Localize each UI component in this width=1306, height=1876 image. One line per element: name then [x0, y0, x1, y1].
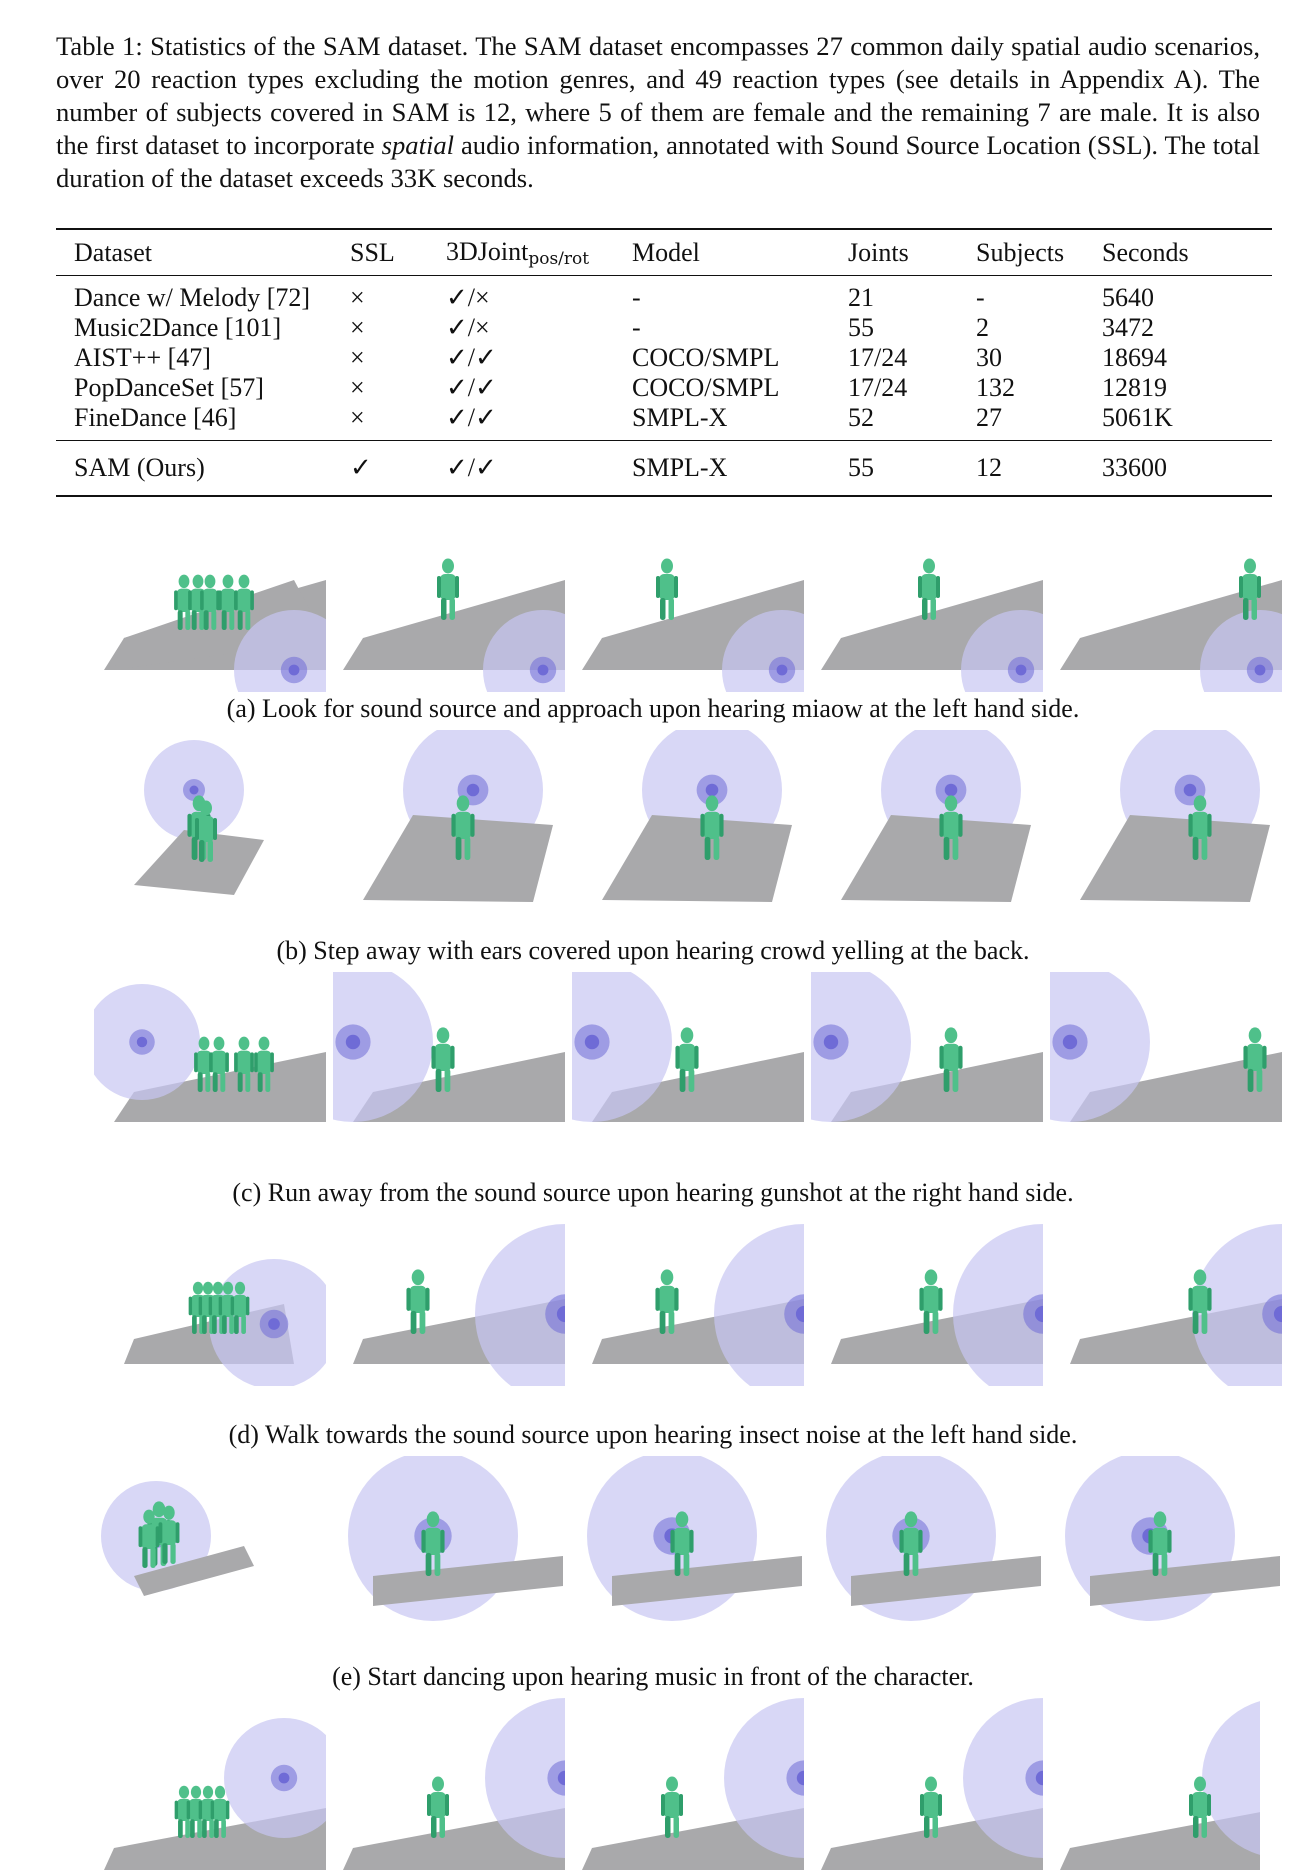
cell-joints: 55: [848, 441, 976, 497]
motion-frame: [811, 520, 1043, 692]
cell-joints: 17/24: [848, 373, 908, 402]
panel-caption: (a) Look for sound source and approach upon hearing miaow at the left hand side.: [226, 694, 1080, 723]
cell-ssl: ✓: [350, 441, 446, 497]
cell-model: COCO/SMPL: [632, 373, 780, 402]
motion-frame: [94, 1698, 326, 1870]
motion-frame: [1050, 972, 1282, 1144]
cell-seconds: 5640: [1102, 283, 1154, 312]
motion-frame: [94, 730, 326, 902]
motion-frame: [811, 730, 1043, 902]
panel-caption: (b) Step away with ears covered upon hearing crowd yelling at the back.: [276, 936, 1030, 965]
cell-subjects: 132: [976, 373, 1015, 402]
motion-frame: [811, 972, 1043, 1144]
caption-lead: Table 1: Statistics of the SAM dataset. The SAM dataset encompasses 27 common daily spatial audio scenarios, over 20 reaction types excluding the motion genres, and 49 reaction types (see details in Appendix A). The number of subjects covered in SAM is 12, where 5 of them are female and the remaining 7 are male. It is also the first dataset to incorporate: [56, 31, 1260, 160]
table-body: [56, 276, 1272, 441]
panel-caption: (c) Run away from the sound source upon hearing gunshot at the right hand side.: [232, 1178, 1074, 1207]
cell-3djoint: ✓/×: [446, 283, 490, 312]
floor-plane: [602, 815, 792, 902]
cell-subjects: -: [976, 283, 985, 312]
statistics-table: [56, 228, 1272, 497]
floor-plane: [841, 815, 1031, 902]
scene-row-b: [56, 730, 1260, 902]
scene-row-e: [56, 1456, 1260, 1628]
motion-frame: [1050, 520, 1282, 692]
motion-frame: [572, 1698, 804, 1870]
motion-frame: [94, 520, 326, 692]
table-row-ours: [56, 441, 1272, 497]
cell-dataset: Music2Dance [101]: [74, 313, 282, 342]
header-3djoint-base: 3DJoint: [446, 236, 529, 266]
cell-model: -: [632, 283, 641, 312]
scene-row-c: [56, 972, 1260, 1144]
header-seconds: Seconds: [1102, 229, 1272, 276]
scene-row-f: [56, 1698, 1260, 1876]
scene-row-d: [56, 1214, 1260, 1386]
motion-frame: [94, 1456, 326, 1628]
cell-joints: 52: [848, 403, 874, 432]
cell-ssl: ×: [350, 403, 365, 432]
character-figure: [427, 1777, 449, 1839]
motion-frame: [572, 972, 804, 1144]
cell-seconds: 5061K: [1102, 403, 1173, 432]
header-model: Model: [632, 229, 848, 276]
motion-frame: [572, 520, 804, 692]
sound-source-sphere: [224, 1718, 326, 1838]
header-ssl: SSL: [350, 229, 446, 276]
motion-frame: [572, 1214, 804, 1386]
header-3djoint-subscript: pos/rot: [528, 248, 590, 269]
motion-frame: [811, 1456, 1043, 1628]
caption-tail: audio information, annotated with Sound Source Location (SSL). The total duration of the dataset exceeds 33K seconds.: [56, 130, 1260, 193]
cell-3djoint: ✓/✓: [446, 441, 632, 497]
cell-model: SMPL-X: [632, 441, 848, 497]
cell-seconds: 3472: [1102, 313, 1154, 342]
table-row: [56, 403, 1272, 441]
motion-frame: [333, 730, 565, 902]
cell-ssl: ×: [350, 313, 365, 342]
cell-joints: 21: [848, 283, 874, 312]
panel-caption: (d) Walk towards the sound source upon hearing insect noise at the left hand side.: [228, 1420, 1078, 1449]
motion-frame: [94, 972, 326, 1144]
panel-caption: (e) Start dancing upon hearing music in front of the character.: [332, 1662, 974, 1691]
cell-ssl: ×: [350, 373, 365, 402]
table-row: [56, 276, 1272, 314]
cell-subjects: 12: [976, 441, 1102, 497]
cell-seconds: 12819: [1102, 373, 1167, 402]
header-joints: Joints: [848, 229, 976, 276]
cell-dataset: SAM (Ours): [56, 441, 350, 497]
table-caption: [56, 30, 1260, 195]
cell-dataset: FineDance [46]: [74, 403, 237, 432]
cell-ssl: ×: [350, 283, 365, 312]
cell-ssl: ×: [350, 343, 365, 372]
motion-frame: [1050, 1214, 1282, 1386]
motion-frame: [94, 1214, 326, 1386]
motion-frame: [1050, 1456, 1282, 1628]
motion-frame: [1050, 1698, 1260, 1870]
motion-frame: [572, 730, 804, 902]
cell-model: SMPL-X: [632, 403, 728, 432]
cell-3djoint: ✓/✓: [446, 373, 497, 402]
table-row: [56, 373, 1272, 403]
table-header-row: [56, 229, 1272, 276]
character-figure: [437, 559, 459, 621]
cell-3djoint: ✓/✓: [446, 343, 497, 372]
character-figure: [406, 1269, 429, 1334]
character-figure: [661, 1777, 683, 1839]
motion-frame: [1050, 730, 1282, 902]
cell-subjects: 2: [976, 313, 989, 342]
header-subjects: Subjects: [976, 229, 1102, 276]
table-row: [56, 343, 1272, 373]
cell-model: -: [632, 313, 641, 342]
scene-row-a: [56, 520, 1260, 692]
floor-plane: [1080, 815, 1270, 902]
cell-joints: 17/24: [848, 343, 908, 372]
cell-dataset: PopDanceSet [57]: [74, 373, 264, 402]
cell-subjects: 30: [976, 343, 1002, 372]
motion-frame: [811, 1698, 1043, 1870]
motion-frame: [333, 520, 565, 692]
header-dataset: Dataset: [56, 229, 350, 276]
motion-frame: [572, 1456, 804, 1628]
cell-3djoint: ✓/✓: [446, 403, 497, 432]
cell-model: COCO/SMPL: [632, 343, 780, 372]
motion-frame: [811, 1214, 1043, 1386]
cell-dataset: AIST++ [47]: [74, 343, 211, 372]
cell-joints: 55: [848, 313, 874, 342]
motion-frame: [333, 1698, 565, 1870]
character-figure: [656, 559, 678, 621]
cell-seconds: 33600: [1102, 441, 1272, 497]
cell-subjects: 27: [976, 403, 1002, 432]
cell-seconds: 18694: [1102, 343, 1167, 372]
header-3djoint: [446, 229, 632, 276]
caption-emphasis: spatial: [381, 130, 455, 160]
cell-dataset: Dance w/ Melody [72]: [74, 283, 311, 312]
motion-frame: [333, 1456, 565, 1628]
motion-frame: [333, 1214, 565, 1386]
cell-3djoint: ✓/×: [446, 313, 490, 342]
table-row: [56, 313, 1272, 343]
character-figure: [655, 1269, 678, 1334]
motion-frame: [333, 972, 565, 1144]
